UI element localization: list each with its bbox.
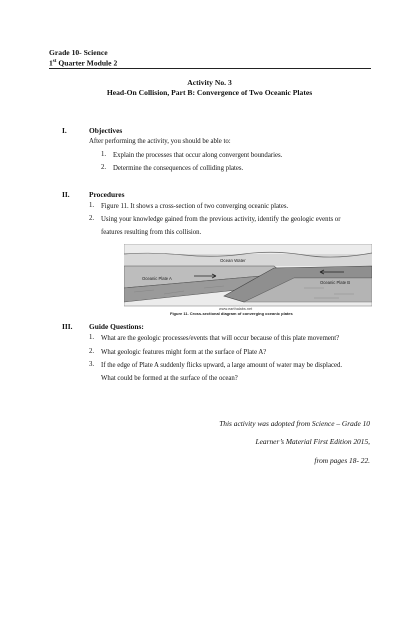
label-ocean-water: Ocean Water — [220, 258, 246, 263]
objective-item: Explain the processes that occur along convergent boundaries. — [113, 152, 283, 159]
figure-watermark: www.earthalabs.net — [219, 307, 253, 311]
procedure-item-continuation: features resulting from this collision. — [101, 229, 202, 236]
question-item: What geologic features might form at the surface of Plate A? — [101, 349, 267, 356]
procedures-heading: Procedures — [89, 190, 125, 199]
activity-subtitle: Head-On Collision, Part B: Convergence of Two Oceanic Plates — [106, 88, 313, 97]
quarter-number: 1 — [49, 58, 53, 68]
procedure-number: 1. — [89, 202, 95, 209]
question-number: 3. — [89, 361, 95, 368]
procedure-number: 2. — [89, 215, 95, 222]
objectives-heading: Objectives — [89, 126, 123, 135]
ocean-water-layer — [124, 254, 372, 266]
converging-plates-figure — [124, 244, 372, 316]
question-number: 2. — [89, 348, 95, 355]
procedure-item: Figure 11. It shows a cross-section of two converging oceanic plates. — [101, 203, 289, 210]
figure-caption: Figure 11. Cross-sectional diagram of converging oceanic plates — [170, 311, 293, 316]
objective-number: 1. — [101, 151, 107, 158]
label-plate-b: Oceanic Plate B — [320, 280, 351, 285]
quarter-module-label: Quarter Module 2 — [56, 58, 118, 68]
objective-item: Determine the consequences of colliding plates. — [113, 165, 244, 172]
objectives-numeral: I. — [62, 126, 67, 135]
guide-numeral: III. — [62, 322, 73, 331]
quarter-label — [49, 57, 117, 68]
objective-number: 2. — [101, 164, 107, 171]
guide-heading: Guide Questions: — [89, 322, 144, 331]
header-rule — [49, 68, 371, 69]
label-plate-a: Oceanic Plate A — [142, 276, 172, 281]
procedure-item: Using your knowledge gained from the previous activity, identify the geologic events or — [101, 216, 341, 223]
question-item: If the edge of Plate A suddenly flicks upward, a large amount of water may be displaced. — [101, 362, 343, 369]
objectives-intro: After performing the activity, you should be able to: — [89, 138, 231, 145]
credit-line-1: This activity was adopted from Science – Grade 10 — [219, 419, 370, 428]
activity-number: Activity No. 3 — [187, 78, 232, 87]
document-header — [49, 48, 117, 68]
question-number: 1. — [89, 334, 95, 341]
quarter-superscript: st — [52, 59, 57, 64]
grade-label: Grade 10- Science — [49, 48, 108, 57]
credit-line-2: Learner’s Material First Edition 2015, — [255, 437, 370, 446]
credit-line-3: from pages 18- 22. — [314, 456, 370, 465]
question-item: What are the geologic processes/events that will occur because of this plate movement? — [101, 335, 340, 342]
procedures-numeral: II. — [62, 190, 70, 199]
question-item-continuation: What could be formed at the surface of the ocean? — [101, 375, 238, 382]
